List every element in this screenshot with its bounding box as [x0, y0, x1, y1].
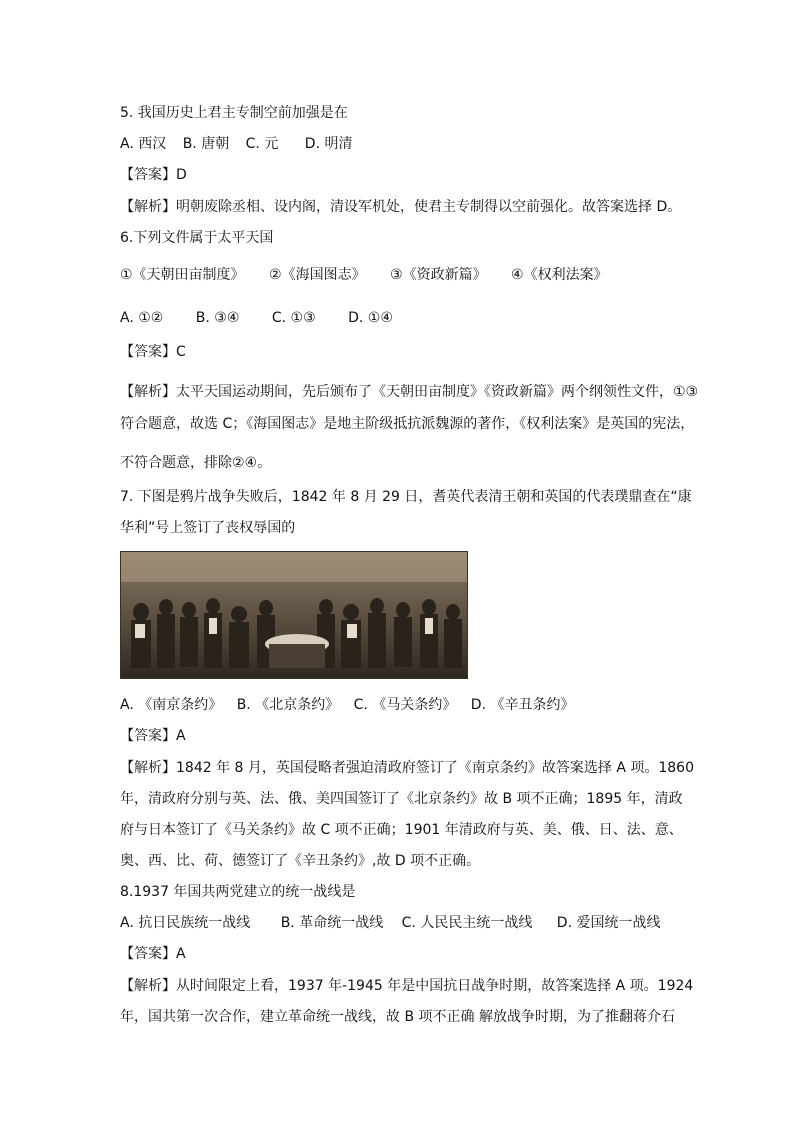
- q6-doc-3: ③《资政新篇》: [390, 267, 487, 283]
- q7-answer: 【答案】A: [120, 728, 186, 744]
- q8-option-b: B. 革命统一战线: [280, 915, 384, 931]
- q7-question-line-1: 7. 下图是鸦片战争失败后，1842 年 8 月 29 日，耆英代表清王朝和英国的代表璞鼎查在“康: [120, 489, 692, 505]
- q8-analysis-line-1: 【解析】从时间限定上看，1937 年-1945 年是中国抗日战争时期，故答案选择 A 项。1924: [120, 978, 694, 994]
- q7-analysis-line-4: 奥、西、比、荷、德签订了《辛丑条约》,故 D 项不正确。: [120, 853, 481, 869]
- q5-option-b: B. 唐朝: [182, 136, 230, 152]
- q5-option-c: C. 元: [245, 136, 279, 152]
- q6-doc-1: ①《天朝田亩制度》: [120, 267, 245, 283]
- q6-doc-2: ②《海国图志》: [269, 267, 366, 283]
- q8-option-c: C. 人民民主统一战线: [401, 915, 533, 931]
- treaty-signing-photo: [120, 551, 468, 679]
- q7-analysis-line-2: 年，清政府分别与英、法、俄、美四国签订了《北京条约》故 B 项不正确；1895 年，清政: [120, 791, 683, 807]
- q6-answer: 【答案】C: [120, 344, 186, 360]
- q8-answer: 【答案】A: [120, 946, 186, 962]
- q6-analysis-line-1: 【解析】太平天国运动期间，先后颁布了《天朝田亩制度》《资政新篇》两个纲领性文件，①③: [120, 384, 699, 400]
- q6-analysis-line-3: 不符合题意，排除②④。: [120, 455, 272, 471]
- q6-question: 6.下列文件属于太平天国: [120, 230, 274, 246]
- q8-option-a: A. 抗日民族统一战线: [120, 915, 251, 931]
- q5-question: 5. 我国历史上君主专制空前加强是在: [120, 105, 348, 121]
- q6-docs: [120, 265, 608, 285]
- q5-option-d: D. 明清: [304, 136, 353, 152]
- q7-analysis-line-3: 府与日本签订了《马关条约》故 C 项不正确；1901 年清政府与英、美、俄、日、法、意、: [120, 822, 683, 838]
- q7-options: [120, 695, 574, 715]
- q7-option-c: C. 《马关条约》: [353, 697, 457, 713]
- q5-option-a: A. 西汉: [120, 136, 167, 152]
- q8-question: 8.1937 年国共两党建立的统一战线是: [120, 884, 356, 900]
- q8-options: [120, 913, 660, 933]
- q5-answer: 【答案】D: [120, 167, 187, 183]
- q6-analysis-line-2: 符合题意，故选 C；《海国图志》是地主阶级抵抗派魏源的著作，《权利法案》是英国的宪法，: [120, 416, 695, 432]
- q6-option-c: C. ①③: [271, 310, 316, 326]
- q7-option-a: A. 《南京条约》: [120, 697, 223, 713]
- q5-analysis: 【解析】明朝废除丞相、设内阁，清设军机处，使君主专制得以空前强化。故答案选择 D。: [120, 199, 682, 215]
- q6-doc-4: ④《权利法案》: [511, 267, 608, 283]
- q7-question-line-2: 华利”号上签订了丧权辱国的: [120, 520, 296, 536]
- q8-option-d: D. 爱国统一战线: [556, 915, 661, 931]
- q6-option-a: A. ①②: [120, 310, 164, 326]
- q7-analysis-line-1: 【解析】1842 年 8 月，英国侵略者强迫清政府签订了《南京条约》故答案选择 A 项。1860: [120, 760, 694, 776]
- q7-option-d: D. 《辛丑条约》: [470, 697, 575, 713]
- q8-analysis-line-2: 年，国共第一次合作，建立革命统一战线，故 B 项不正确 解放战争时期，为了推翻蒋介石: [120, 1009, 675, 1025]
- q6-option-b: B. ③④: [195, 310, 240, 326]
- q6-option-d: D. ①④: [348, 310, 393, 326]
- q5-options: [120, 134, 352, 154]
- q7-option-b: B. 《北京条约》: [236, 697, 340, 713]
- q6-options: [120, 308, 393, 328]
